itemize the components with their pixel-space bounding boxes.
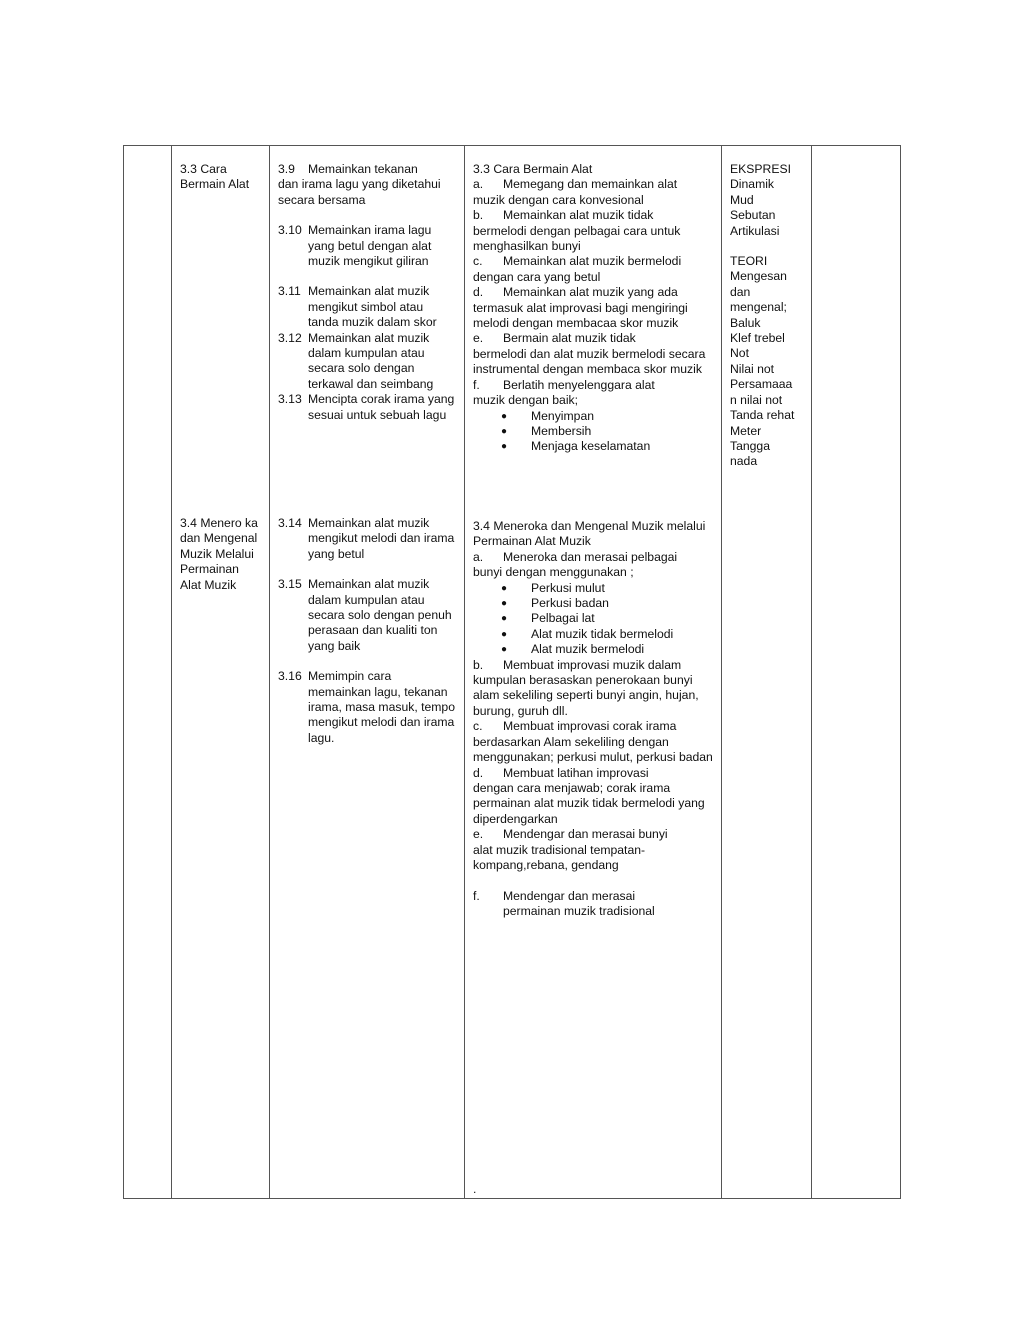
standard-item: 3.10 Memainkan irama lagu yang betul dengan alat muzik mengikut giliran bbox=[278, 223, 432, 269]
standard-item: 3.12 Memainkan alat muzik dalam kumpulan atau secara solo dengan terkawal dan seimbang bbox=[278, 330, 434, 391]
column-divider bbox=[269, 146, 270, 1198]
bullet-icon: ● bbox=[501, 582, 508, 594]
activity-item: c. Memainkan alat muzik bermelodi dengan cara yang betul bbox=[473, 254, 682, 284]
bullet-icon: ● bbox=[501, 628, 508, 640]
bullet-item: ● Menyimpan bbox=[501, 408, 594, 423]
row2-standards-cell bbox=[278, 516, 456, 746]
activity-title: 3.4 Meneroka dan Mengenal Muzik melalui Permainan Alat Muzik bbox=[473, 519, 706, 549]
column-divider bbox=[171, 146, 172, 1198]
row1-standards-cell bbox=[278, 162, 456, 423]
column-divider bbox=[464, 146, 465, 1198]
bullet-item: ● Alat muzik tidak bermelodi bbox=[501, 626, 674, 641]
activity-title: 3.3 Cara Bermain Alat bbox=[473, 162, 593, 176]
activity-item: d. Membuat latihan improvasi dengan cara menjawab; corak irama permainan alat muzik tidak bermelodi yang diperdengarkan bbox=[473, 765, 705, 826]
standard-item: 3.9 Memainkan tekanan dan irama lagu yang diketahui secara bersama bbox=[278, 162, 441, 207]
standard-item: 3.16 Memimpin cara memainkan lagu, tekanan irama, masa masuk, tempo mengikut melodi dan irama lagu. bbox=[278, 669, 455, 745]
activity-item: f. Mendengar dan merasai permainan muzik tradisional bbox=[473, 888, 655, 919]
activity-item: a. Memegang dan memainkan alat muzik dengan cara konvesional bbox=[473, 177, 678, 207]
row1-unit-cell bbox=[180, 162, 260, 193]
activity-item: b. Memainkan alat muzik tidak bermelodi dengan pelbagai cara untuk menghasilkan bunyi bbox=[473, 208, 681, 254]
bullet-item: ● Membersih bbox=[501, 423, 592, 438]
bullet-item: ● Perkusi badan bbox=[501, 596, 609, 611]
bullet-icon: ● bbox=[501, 410, 508, 422]
bullet-icon: ● bbox=[501, 441, 508, 453]
row2-unit-title: 3.4 Menero ka dan Mengenal Muzik Melalui Permainan Alat Muzik bbox=[180, 516, 258, 592]
activity-item: e. Bermain alat muzik tidak bermelodi dan alat muzik bermelodi secara instrumental dengan membaca skor muzik bbox=[473, 331, 706, 377]
row2-unit-cell bbox=[180, 516, 260, 593]
bullet-icon: ● bbox=[501, 598, 508, 610]
activity-item: d. Memainkan alat muzik yang ada termasuk alat improvasi bagi mengiringi melodi dengan membacaa skor muzik bbox=[473, 285, 688, 331]
row1-activities-cell bbox=[473, 162, 713, 455]
activity-item: a. Meneroka dan merasai pelbagai bunyi dengan menggunakan ; bbox=[473, 549, 678, 580]
activity-item: b. Membuat improvasi muzik dalam kumpulan berasaskan penerokaan bunyi alam sekeliling seperti bunyi angin, hujan, burung, guruh dll. bbox=[473, 657, 699, 718]
bullet-item: ● Pelbagai lat bbox=[501, 611, 595, 626]
activity-item: e. Mendengar dan merasai bunyi alat muzik tradisional tempatan-kompang,rebana, gendang bbox=[473, 827, 668, 872]
row1-unit-title: 3.3 Cara Bermain Alat bbox=[180, 162, 250, 192]
row1-notes-cell: EKSPRESI Dinamik Mud Sebutan Artikulasi TEORI Mengesan dan mengenal; Baluk Klef trebel Not Nilai not Persamaaa n nilai not Tanda rehat Meter Tangga nada bbox=[730, 162, 795, 469]
bullet-icon: ● bbox=[501, 425, 508, 437]
bullet-icon: ● bbox=[501, 644, 508, 656]
bullet-item: ● Alat muzik bermelodi bbox=[501, 642, 645, 657]
activity-item: f. Berlatih menyelenggara alat muzik dengan baik; bbox=[473, 377, 655, 408]
standard-item: 3.13 Mencipta corak irama yang sesuai untuk sebuah lagu bbox=[278, 392, 455, 422]
standard-item: 3.15 Memainkan alat muzik dalam kumpulan atau secara solo dengan penuh perasaan dan kualiti ton yang baik bbox=[278, 577, 452, 653]
column-divider bbox=[811, 146, 812, 1198]
column-divider bbox=[721, 146, 722, 1198]
standard-item: 3.14 Memainkan alat muzik mengikut melodi dan irama yang betul bbox=[278, 516, 455, 561]
activity-item bbox=[473, 873, 713, 888]
bullet-icon: ● bbox=[501, 613, 508, 625]
syllabus-table bbox=[123, 145, 901, 1199]
end-mark: . bbox=[473, 1182, 477, 1196]
standard-item: 3.11 Memainkan alat muzik mengikut simbol atau tanda muzik dalam skor bbox=[278, 284, 437, 330]
bullet-item: ● Perkusi mulut bbox=[501, 580, 605, 595]
bullet-item: ● Menjaga keselamatan bbox=[501, 439, 651, 454]
activity-item: c. Membuat improvasi corak irama berdasarkan Alam sekeliling dengan menggunakan; perkusi mulut, perkusi badan bbox=[473, 719, 713, 765]
row2-activities-cell bbox=[473, 519, 713, 920]
